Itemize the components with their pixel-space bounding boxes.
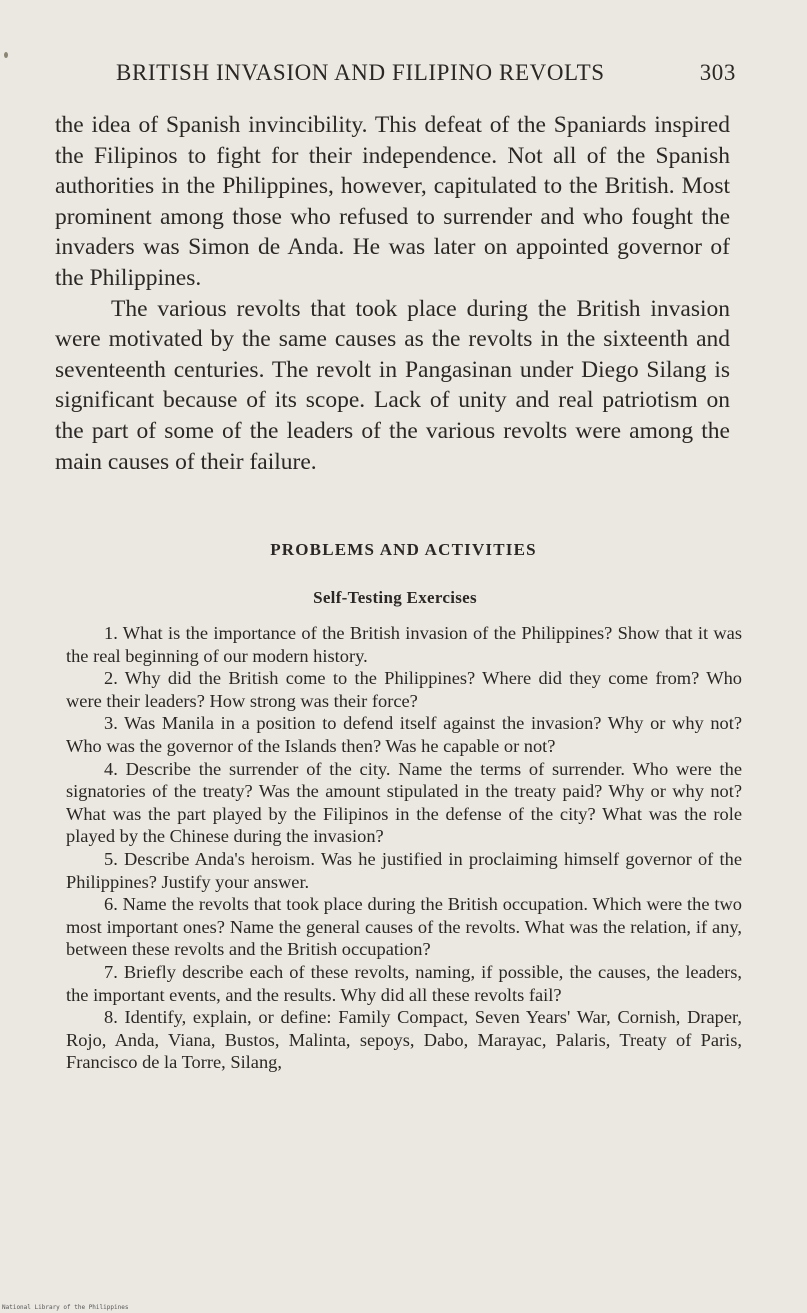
exercise-item: 8. Identify, explain, or define: Family Compact, Seven Years' War, Cornish, Draper, Rojo, Anda, Viana, Bustos, Malinta, sepoys, Dabo, Marayac, Palaris, Treaty of Paris, Francisco de la Torre, Silang, bbox=[66, 1007, 742, 1073]
exercise-list bbox=[66, 622, 742, 1074]
body-paragraph: the idea of Spanish invincibility. This defeat of the Spaniards inspired the Filipinos to fight for their independence. Not all of the Spanish authorities in the Philippines, however, capitulated to the British. Most prominent among those who refused to surrender and who fought the invaders was Simon de Anda. He was later on appointed governor of the Philippines. bbox=[55, 112, 730, 291]
library-watermark: National Library of the Philippines bbox=[2, 1304, 129, 1311]
exercise-item: 3. Was Manila in a position to defend itself against the invasion? Why or why not? Who was the governor of the Islands then? Was he capable or not? bbox=[66, 713, 742, 756]
subsection-heading: Self-Testing Exercises bbox=[313, 588, 477, 607]
body-paragraph: The various revolts that took place during the British invasion were motivated by the same causes as the revolts in the sixteenth and seventeenth centuries. The revolt in Pangasinan under Diego Silang is significant because of its scope. Lack of unity and real patriotism on the part of some of the leaders of the various revolts were among the main causes of their failure. bbox=[55, 295, 730, 475]
exercise-item: 1. What is the importance of the British invasion of the Philippines? Show that it was the real beginning of our modern history. bbox=[66, 623, 742, 666]
exercise-item: 5. Describe Anda's heroism. Was he justified in proclaiming himself governor of the Philippines? Justify your answer. bbox=[66, 848, 742, 892]
section-heading: PROBLEMS AND ACTIVITIES bbox=[270, 540, 537, 559]
exercise-item: 2. Why did the British come to the Philippines? Where did they come from? Who were their leaders? How strong was their force? bbox=[66, 668, 742, 711]
chapter-title: BRITISH INVASION AND FILIPINO REVOLTS bbox=[116, 60, 605, 85]
page-number: 303 bbox=[699, 60, 736, 85]
ink-speck bbox=[4, 52, 8, 58]
exercise-item: 6. Name the revolts that took place during the British occupation. Which were the two most important ones? Name the general causes of the revolts. What was the relation, if any, between these revolts and the British occupation? bbox=[66, 894, 742, 960]
exercise-item: 7. Briefly describe each of these revolts, naming, if possible, the causes, the leaders, the important events, and the results. Why did all these revolts fail? bbox=[66, 961, 742, 1005]
exercise-item: 4. Describe the surrender of the city. Name the terms of surrender. Who were the signatories of the treaty? Was the amount stipulated in the treaty paid? Why or why not? What was the part played by the Filipinos in the defense of the city? What was the role played by the Chinese during the invasion? bbox=[66, 758, 742, 847]
body-text bbox=[55, 110, 730, 477]
running-head bbox=[116, 60, 736, 86]
